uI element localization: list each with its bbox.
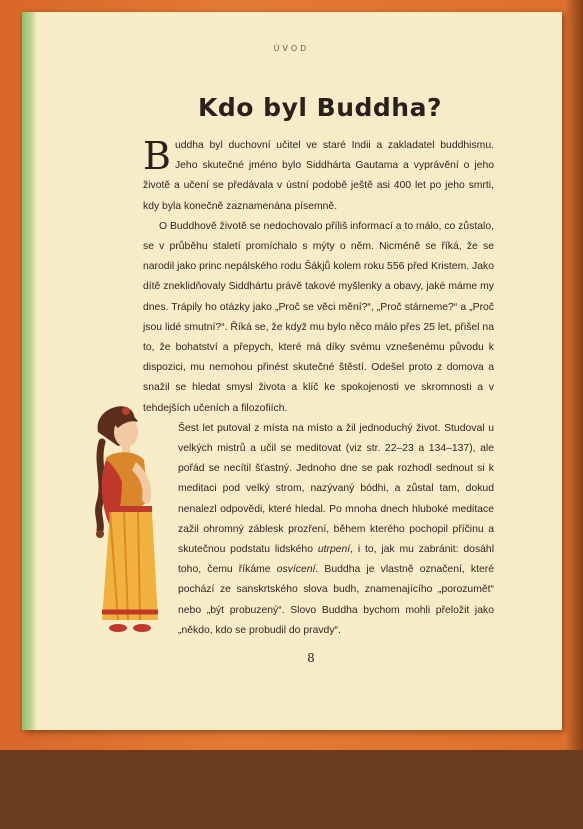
right-shoe-icon — [133, 624, 151, 632]
paragraph-journey-b: , i to, jak mu zabránit: dosáhl toho, čemu říkáme — [178, 544, 495, 576]
term-osviceni: osvícení — [276, 564, 316, 576]
braid-icon — [99, 442, 102, 530]
paragraph-journey — [143, 419, 494, 641]
paragraph-intro — [143, 136, 494, 217]
hair-ornament-icon — [122, 407, 130, 415]
page-title: Kdo byl Buddha? — [198, 93, 442, 122]
drop-cap: B — [143, 134, 171, 178]
braid-tie-icon — [96, 530, 104, 538]
paragraph-intro-text: uddha byl duchovní učitel ve staré Indii a zakladatel buddhismu. Jeho skutečné jméno bylo Siddhárta Gautama a vyprávění o jeho životě a učení se předávala v ústní podobě ještě asi 400 let po jeho smrti, kdy byla konečně zaznamenána písemně. — [143, 140, 494, 212]
page-number: 8 — [307, 651, 315, 665]
paragraph-journey-a: Šest let putoval z místa na místo a žil jednoduchý život. Studoval u velkých mistrů a učil se meditovat (viz str. 22–23 a 134–137), ale pořád se necítil šťastný. Jednoho dne se pak rozhodl sednout si k meditaci pod velký strom, nazývaný bódhi, a zůstal tam, dokud nenalezl odpovědi, které hledal. Po mnoha dnech hluboké meditace zažil ohromný záblesk prozření, během kterého pochopil příčinu a skutečnou podstatu lidského — [178, 422, 494, 556]
siddhartha-illustration — [88, 402, 174, 652]
section-label: ÚVOD — [273, 44, 310, 53]
term-utrpeni: utrpení — [317, 544, 351, 556]
belt-icon — [108, 506, 152, 512]
paragraph-life: O Buddhově životě se nedochovalo příliš informací a to málo, co zůstalo, se v průběhu staletí promíchalo s mýty o něm. Nicméně se říká, že se narodil jako princ nepálského rodu Šákjů kolem roku 556 před Kristem. Jako dítě zneklidňovaly Siddhártu právě takové myšlenky a obavy, jaké máme my dnes. Trápily ho otázky jako „Proč se věci mění?“, „Proč stárneme?“ a „Proč jsou lidé smutní?“. Říká se, že když mu bylo něco málo přes 25 let, přišel na to, že bohatství a přepych, které má díky svému vznešenému původu k dispozici, mu nemohou přinést skutečné štěstí. Odešel proto z domova a snažil se hledat smysl života a klíč ke spokojenosti ve skromnosti a v tehdejších učeních a filozofiích. — [143, 220, 494, 414]
body-text — [143, 136, 494, 829]
left-shoe-icon — [109, 624, 127, 632]
siddhartha-figure-svg — [88, 402, 174, 652]
paragraph-journey-c: . Buddha je vlastně označení, které pochází ze sanskrtského slova budh, znamenajícího „porozumět“ nebo „být probuzený“. Slovo Buddha bychom mohli přeložit jako „někdo, kdo se probudil do pravdy“. — [178, 564, 494, 636]
